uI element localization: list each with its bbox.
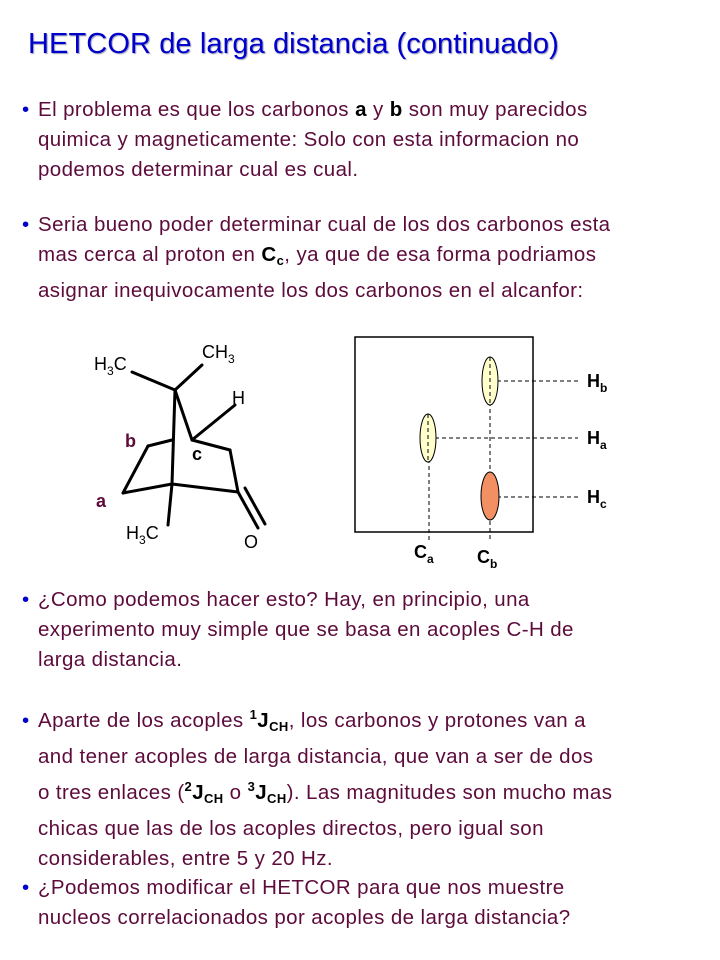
camphor-structure [80,330,290,560]
a-position-label: a [96,491,107,511]
ha-label: $H_a$ [587,428,607,452]
o-label: O [244,532,259,552]
carbon-c-label: $C_c$ [261,243,285,268]
cb-label: $C_b$ [477,547,498,571]
paragraph-2-line-3: asignar inequivocamente los dos carbonos en el alcanfor: [38,279,584,302]
coupling-1jch: $^1J_{CH}$ [249,707,289,734]
c-position-label: c [192,444,203,464]
paragraph-2 [22,210,611,306]
hc-label: $H_c$ [587,487,607,511]
b-position-label: b [125,431,136,451]
paragraph-4-line-5: considerables, entre 5 y 20 Hz. [38,847,333,870]
paragraph-3-line-3: larga distancia. [38,648,183,671]
bullet-icon: • [22,588,30,611]
paragraph-4-line-2: and tener acoples de larga distancia, que van a ser de dos [38,745,594,768]
paragraph-4-line-3: o tres enlaces ($^2J_{CH}$ o $^3J_{CH}$). Las magnitudes son mucho mas [38,779,613,806]
paragraph-1-line-3: podemos determinar cual es cual. [38,158,359,181]
paragraph-4-line-4: chicas que las de los acoples directos, pero igual son [38,817,544,840]
paragraph-2-line-1: • Seria bueno poder determinar cual de los dos carbonos esta [22,210,611,240]
paragraph-3-line-2: experimento muy simple que se basa en acoples C-H de [38,618,574,641]
paragraph-3 [22,585,574,675]
coupling-3jch: $^3J_{CH}$ [247,779,287,806]
bullet-icon: • [22,876,30,899]
h-label: H [232,388,245,408]
peak-cb-hc [481,472,499,520]
bullet-icon: • [22,709,30,732]
paragraph-3-line-1: • ¿Como podemos hacer esto? Hay, en principio, una [22,585,574,615]
h3c-top-label: $H_3C$ [94,354,127,378]
spectrum-frame [355,337,533,532]
h3c-bottom-label: $H_3C$ [126,523,159,547]
ca-label: $C_a$ [414,542,434,566]
bullet-icon: • [22,98,30,121]
ch3-top-label: $CH_3$ [202,342,235,366]
paragraph-5 [22,873,571,933]
paragraph-4-line-1: • Aparte de los acoples $^1J_{CH}$, los carbonos y protones van a [22,707,586,734]
paragraph-4 [22,700,612,874]
paragraph-5-line-2: nucleos correlacionados por acoples de larga distancia? [38,906,571,929]
carbon-b-label: b [389,98,403,121]
carbon-a-label: a [355,98,367,121]
slide-title: HETCOR de larga distancia (continuado) [28,28,559,60]
coupling-2jch: $^2J_{CH}$ [184,779,224,806]
hetcor-spectrum [340,325,640,580]
paragraph-1-line-1: • El problema es que los carbonos a y b son muy parecidos [22,95,588,125]
hb-label: $H_b$ [587,371,608,395]
paragraph-1 [22,95,588,185]
bullet-icon: • [22,213,30,236]
paragraph-5-line-1: • ¿Podemos modificar el HETCOR para que nos muestre [22,873,571,903]
paragraph-2-line-2: mas cerca al proton en $C_c$, ya que de esa forma podriamos [38,243,597,268]
paragraph-1-line-2: quimica y magneticamente: Solo con esta informacion no [38,128,580,151]
